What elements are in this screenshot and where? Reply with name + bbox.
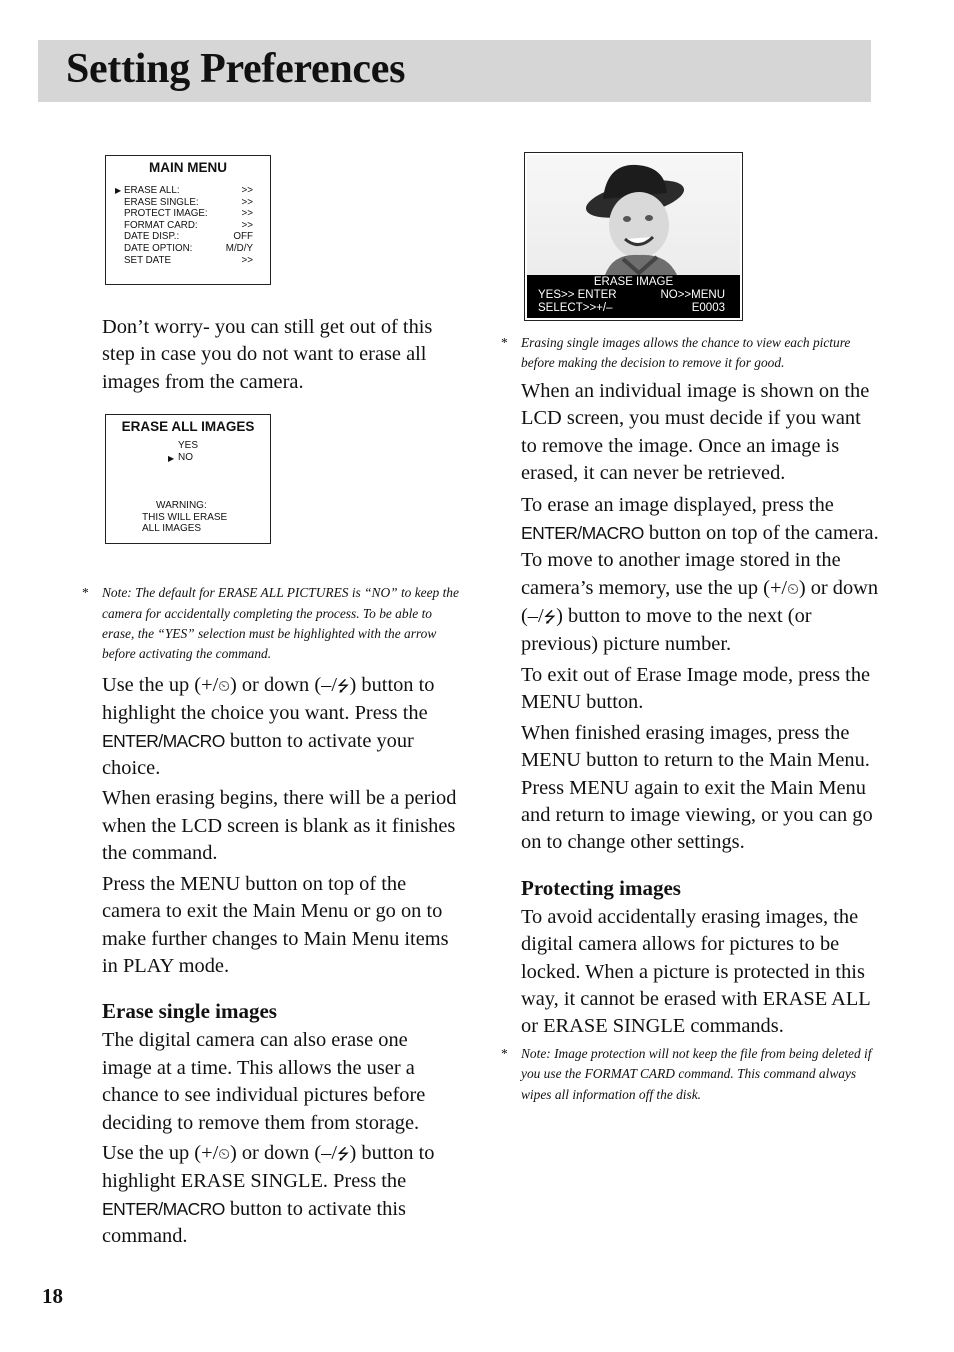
menu-item: ERASE SINGLE: >>: [124, 196, 253, 208]
flash-icon: ⭍: [337, 676, 350, 695]
option-yes: YES: [178, 440, 199, 452]
erase-all-options: [168, 440, 270, 464]
selector-arrow-icon: ▶: [168, 454, 175, 464]
menu-item: DATE OPTION: M/D/Y: [124, 242, 253, 254]
child-photo-illustration: [527, 155, 740, 275]
erase-image-lcd: [524, 152, 743, 321]
self-timer-icon: ⏲: [787, 579, 799, 598]
section-heading: Erase single images: [102, 999, 277, 1024]
menu-item: PROTECT IMAGE: >>: [124, 208, 253, 220]
header-bar: [38, 40, 871, 102]
left-column: [82, 155, 462, 1251]
page-title: Setting Preferences: [66, 46, 406, 92]
option-no: ▶ NO: [168, 452, 193, 464]
menu-item: FORMAT CARD: >>: [124, 219, 253, 231]
erase-all-title: ERASE ALL IMAGES: [121, 419, 255, 435]
paragraph: The digital camera can also erase one image at a time. This allows the user a chance to see individual pictures before deciding to remove them from storage.: [102, 1029, 426, 1134]
main-menu-title: MAIN MENU: [149, 160, 227, 175]
paragraph: To erase an image displayed, press the ENTER/MACRO button on top of the camera. To move to another image stored in the camera’s memory, use the up (+/⏲) or down (–/⭍) button to move to the next (or previous) picture number.: [521, 494, 879, 656]
main-menu-list: [115, 185, 253, 266]
paragraph: Press the MENU button on top of the camera to exit the Main Menu or go on to make further changes to Main Menu items in PLAY mode.: [102, 872, 449, 977]
menu-item: ▶ ERASE ALL: >>: [115, 185, 253, 196]
paragraph: Use the up (+/⏲) or down (–/⭍) button to highlight the choice you want. Press the ENTER/MACRO button to activate your choice.: [102, 673, 435, 780]
page-number: 18: [42, 1284, 63, 1308]
erase-all-lcd: [105, 414, 271, 544]
self-timer-icon: ⏲: [218, 1144, 230, 1163]
flash-icon: ⭍: [337, 1144, 350, 1163]
paragraph: When erasing begins, there will be a period when the LCD screen is blank as it finishes the command.: [102, 787, 457, 865]
selector-arrow-icon: ▶: [115, 186, 122, 195]
paragraph: When an individual image is shown on the LCD screen, you must decide if you want to remove the image. Once an image is erased, it can never be retrieved.: [521, 379, 870, 485]
menu-item: DATE DISP.: OFF: [124, 231, 253, 243]
paragraph: To exit out of Erase Image mode, press the MENU button.: [521, 663, 871, 714]
paragraph: To avoid accidentally erasing images, the digital camera allows for pictures to be locked. When a picture is protected in this way, it cannot be erased with ERASE ALL or ERASE SINGLE commands.: [521, 905, 871, 1038]
erase-image-bar: ERASE IMAGE YES>> ENTER NO>>MENU SELECT>>+/– E0003: [527, 275, 740, 318]
note: * Note: Image protection will not keep the file from being deleted if you use the FORMAT CARD command. This command always wipes all information off the disk.: [501, 1045, 872, 1102]
note: * Note: The default for ERASE ALL PICTURES is “NO” to keep the camera for accidentally completing the process. To be able to erase, the “YES” selection must be highlighted with the arrow before activating the command.: [82, 585, 459, 662]
child-photo: [527, 155, 740, 275]
paragraph: When finished erasing images, press the MENU button to return to the Main Menu. Press MENU again to exit the Main Menu and return to image viewing, or you can go on to change other settings.: [521, 721, 873, 854]
self-timer-icon: ⏲: [218, 676, 230, 695]
paragraph: Don’t worry- you can still get out of this step in case you do not want to erase all images from the camera.: [102, 316, 433, 393]
erase-warning: WARNING: THIS WILL ERASE ALL IMAGES: [142, 500, 228, 535]
flash-icon: ⭍: [543, 608, 557, 627]
menu-item: SET DATE >>: [124, 254, 253, 266]
main-menu-lcd: [105, 155, 271, 285]
paragraph: Use the up (+/⏲) or down (–/⭍) button to highlight ERASE SINGLE. Press the ENTER/MACRO button to activate this command.: [102, 1141, 435, 1248]
section-heading: Protecting images: [521, 875, 681, 900]
right-column: [501, 152, 881, 1105]
note: * Erasing single images allows the chance to view each picture before making the decision to remove it for good.: [501, 335, 851, 371]
